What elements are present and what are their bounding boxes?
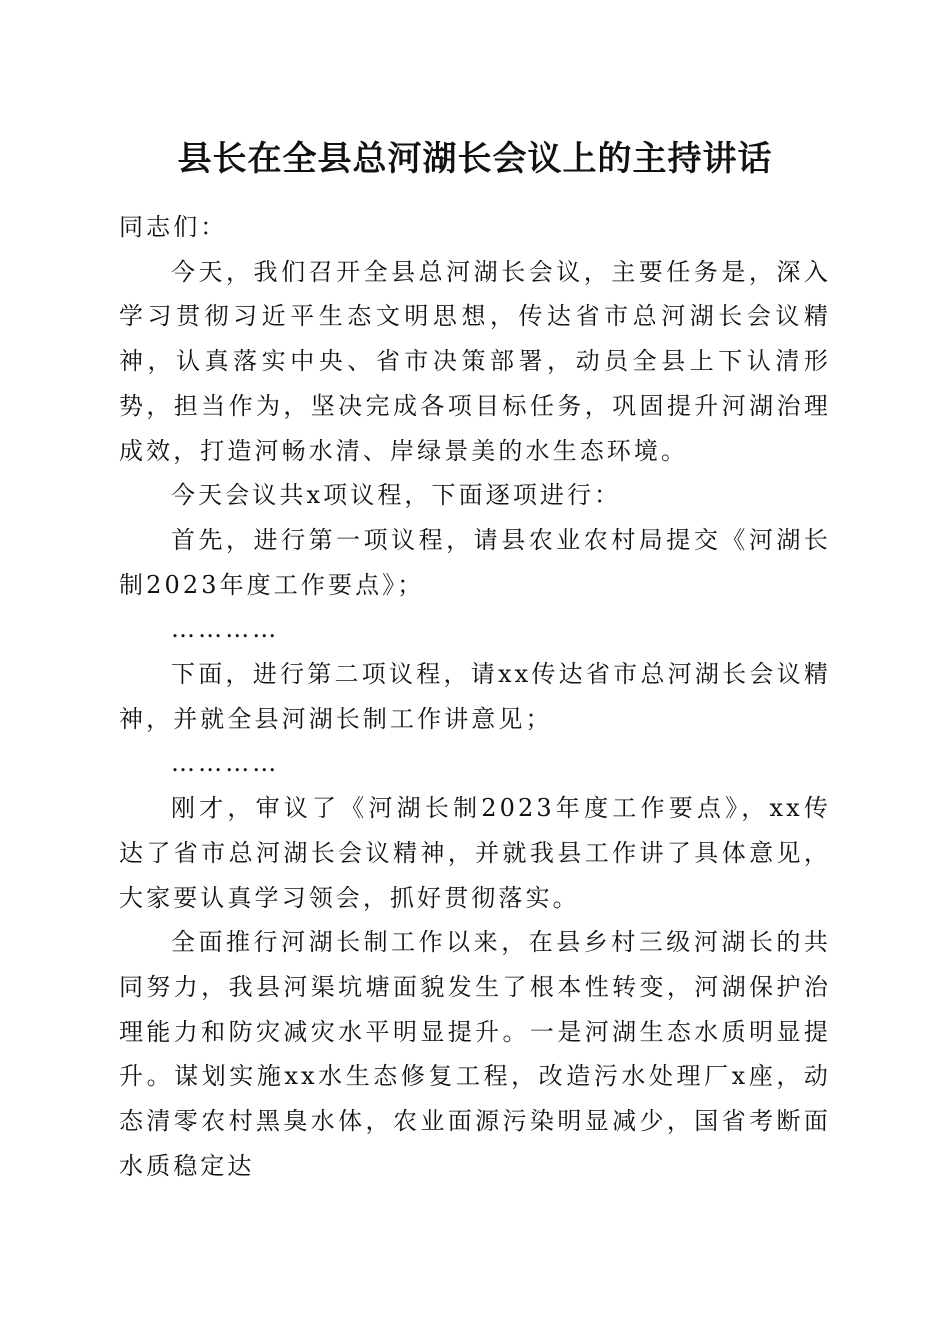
paragraph-agenda: 今天会议共x项议程，下面逐项进行： — [171, 481, 622, 510]
paragraph-item-two: 下面，进行第二项议程，请xx传达省市总河湖长会议精神，并就全县河湖长制工作讲意见； — [119, 660, 831, 733]
ellipsis-line: ………… — [171, 749, 280, 778]
paragraph-intro: 今天，我们召开全县总河湖长会议，主要任务是，深入学习贯彻习近平生态文明思想，传达省市总河湖长会议精神，认真落实中央、省市决策部署，动员全县上下认清形势，担当作为，坚决完成各项目标任务，巩固提升河湖治理成效，打造河畅水清、岸绿景美的水生态环境。 — [119, 257, 831, 465]
document-body — [119, 205, 831, 1188]
paragraph-item-one: 首先，进行第一项议程，请县农业农村局提交《河湖长制2023年度工作要点》； — [119, 525, 831, 599]
greeting: 同志们： — [119, 213, 228, 241]
document-title: 县长在全县总河湖长会议上的主持讲话 — [177, 139, 773, 179]
ellipsis-line: ………… — [171, 615, 280, 644]
paragraph-summary: 刚才，审议了《河湖长制2023年度工作要点》，xx传达了省市总河湖长会议精神，并就我县工作讲了具体意见，大家要认真学习领会，抓好贯彻落实。 — [119, 794, 831, 912]
paragraph-achievements: 全面推行河湖长制工作以来，在县乡村三级河湖长的共同努力，我县河渠坑塘面貌发生了根本性转变，河湖保护治理能力和防灾减灾水平明显提升。一是河湖生态水质明显提升。谋划实施xx水生态修复工程，改造污水处理厂x座，动态清零农村黑臭水体，农业面源污染明显减少，国省考断面水质稳定达 — [119, 928, 831, 1180]
